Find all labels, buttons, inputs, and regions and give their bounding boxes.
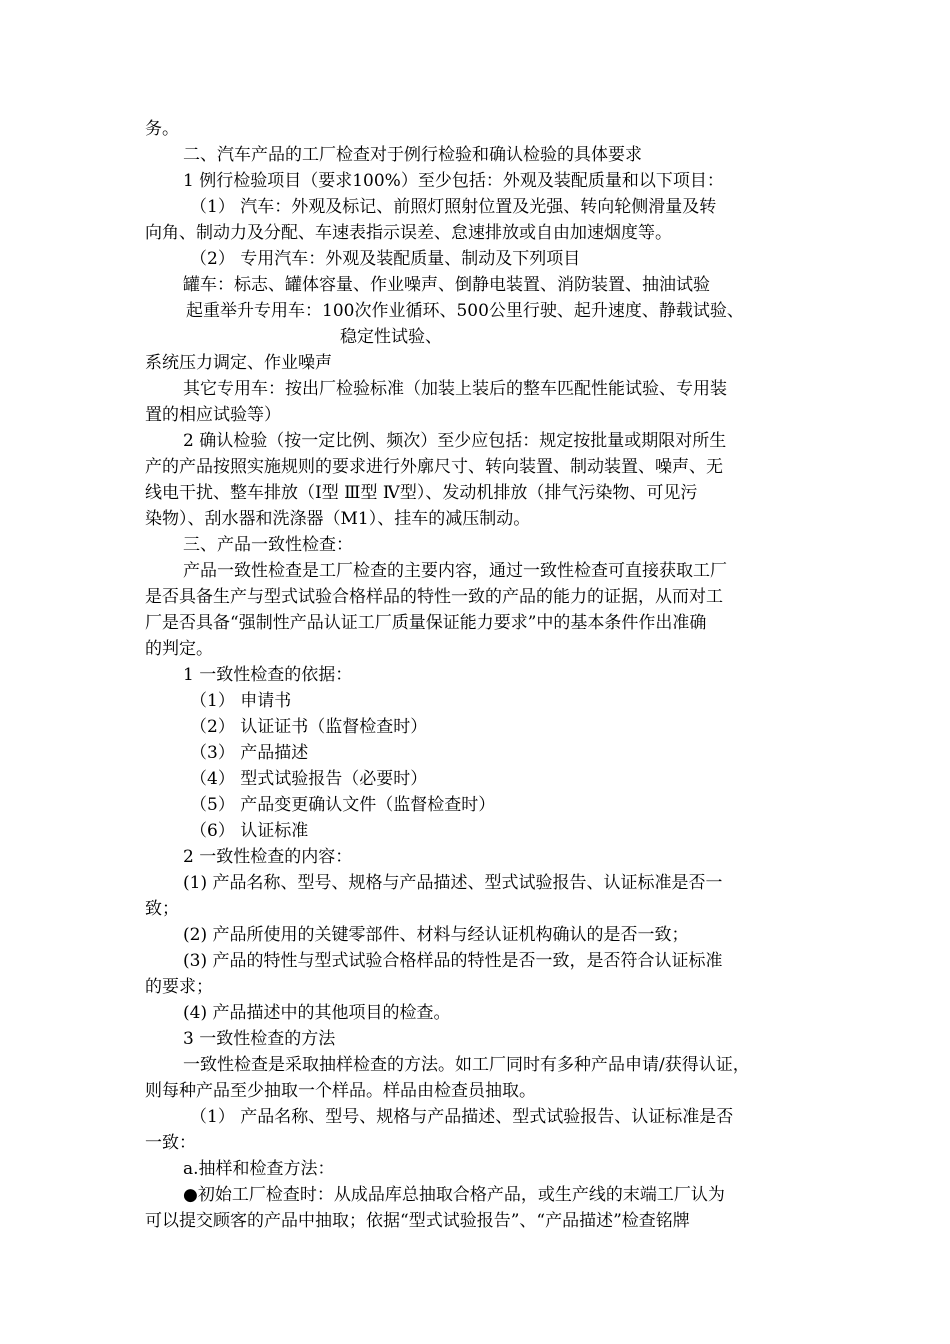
- list-item: （3） 产品描述: [190, 743, 309, 763]
- text-line: 可以提交顾客的产品中抽取；依据“型式试验报告”、“产品描述”检查铭牌: [145, 1211, 690, 1231]
- text-line: 则每种产品至少抽取一个样品。样品由检查员抽取。: [145, 1081, 536, 1101]
- list-item: (2) 产品所使用的关键零部件、材料与经认证机构确认的是否一致；: [183, 925, 689, 945]
- text-line: 2 确认检验（按一定比例、频次）至少应包括：规定按批量或期限对所生: [183, 431, 727, 451]
- text-line: 罐车：标志、罐体容量、作业噪声、倒静电装置、消防装置、抽油试验: [183, 275, 710, 295]
- text-line: 1 一致性检查的依据：: [183, 665, 353, 685]
- text-line: 3 一致性检查的方法: [183, 1029, 336, 1049]
- text-line: 产品一致性检查是工厂检查的主要内容，通过一致性检查可直接获取工厂: [183, 561, 727, 581]
- text-line: 2 一致性检查的内容：: [183, 847, 353, 867]
- text-line: 其它专用车：按出厂检验标准（加装上装后的整车匹配性能试验、专用装: [183, 379, 727, 399]
- list-item: （5） 产品变更确认文件（监督检查时）: [190, 795, 496, 815]
- text-line: 厂是否具备“强制性产品认证工厂质量保证能力要求”中的基本条件作出准确: [145, 613, 707, 633]
- list-item: （6） 认证标准: [190, 821, 309, 841]
- section-heading: 三、产品一致性检查：: [183, 535, 353, 555]
- text-line: 起重举升专用车：100次作业循环、500公里行驶、起升速度、静载试验、: [186, 301, 744, 321]
- text-line: 产的产品按照实施规则的要求进行外廓尺寸、转向装置、制动装置、噪声、无: [145, 457, 723, 477]
- text-line: 致；: [145, 899, 179, 919]
- list-item: （2） 认证证书（监督检查时）: [190, 717, 428, 737]
- text-line: 置的相应试验等）: [145, 405, 281, 425]
- text-line: 系统压力调定、作业噪声: [145, 353, 332, 373]
- text-line: 一致：: [145, 1133, 196, 1153]
- list-item: （1） 产品名称、型号、规格与产品描述、型式试验报告、认证标准是否: [190, 1107, 734, 1127]
- text-line: 稳定性试验、: [340, 327, 442, 347]
- text-line: 一致性检查是采取抽样检查的方法。如工厂同时有多种产品申请/获得认证，: [183, 1055, 750, 1075]
- list-item: (4) 产品描述中的其他项目的检查。: [183, 1003, 451, 1023]
- list-item: （4） 型式试验报告（必要时）: [190, 769, 428, 789]
- text-line: 染物）、刮水器和洗涤器（M1）、挂车的减压制动。: [145, 509, 531, 529]
- text-line: 务。: [145, 119, 179, 139]
- section-heading: 二、汽车产品的工厂检查对于例行检验和确认检验的具体要求: [183, 145, 642, 165]
- text-line: 的判定。: [145, 639, 213, 659]
- text-line: 的要求；: [145, 977, 213, 997]
- text-line: 向角、制动力及分配、车速表指示误差、怠速排放或自由加速烟度等。: [145, 223, 672, 243]
- text-line: ●初始工厂检查时：从成品库总抽取合格产品，或生产线的末端工厂认为: [183, 1185, 725, 1205]
- list-item: （1） 汽车：外观及标记、前照灯照射位置及光强、转向轮侧滑量及转: [190, 197, 717, 217]
- list-item: (3) 产品的特性与型式试验合格样品的特性是否一致，是否符合认证标准: [183, 951, 723, 971]
- list-item: (1) 产品名称、型号、规格与产品描述、型式试验报告、认证标准是否一: [183, 873, 723, 893]
- text-line: a.抽样和检查方法：: [183, 1159, 335, 1179]
- text-line: 线电干扰、整车排放（Ⅰ型 Ⅲ型 Ⅳ型）、发动机排放（排气污染物、可见污: [145, 483, 698, 503]
- list-item: （1） 申请书: [190, 691, 292, 711]
- text-line: 1 例行检验项目（要求100%）至少包括：外观及装配质量和以下项目：: [183, 171, 724, 191]
- list-item: （2） 专用汽车：外观及装配质量、制动及下列项目: [190, 249, 581, 269]
- text-line: 是否具备生产与型式试验合格样品的特性一致的产品的能力的证据，从而对工: [145, 587, 723, 607]
